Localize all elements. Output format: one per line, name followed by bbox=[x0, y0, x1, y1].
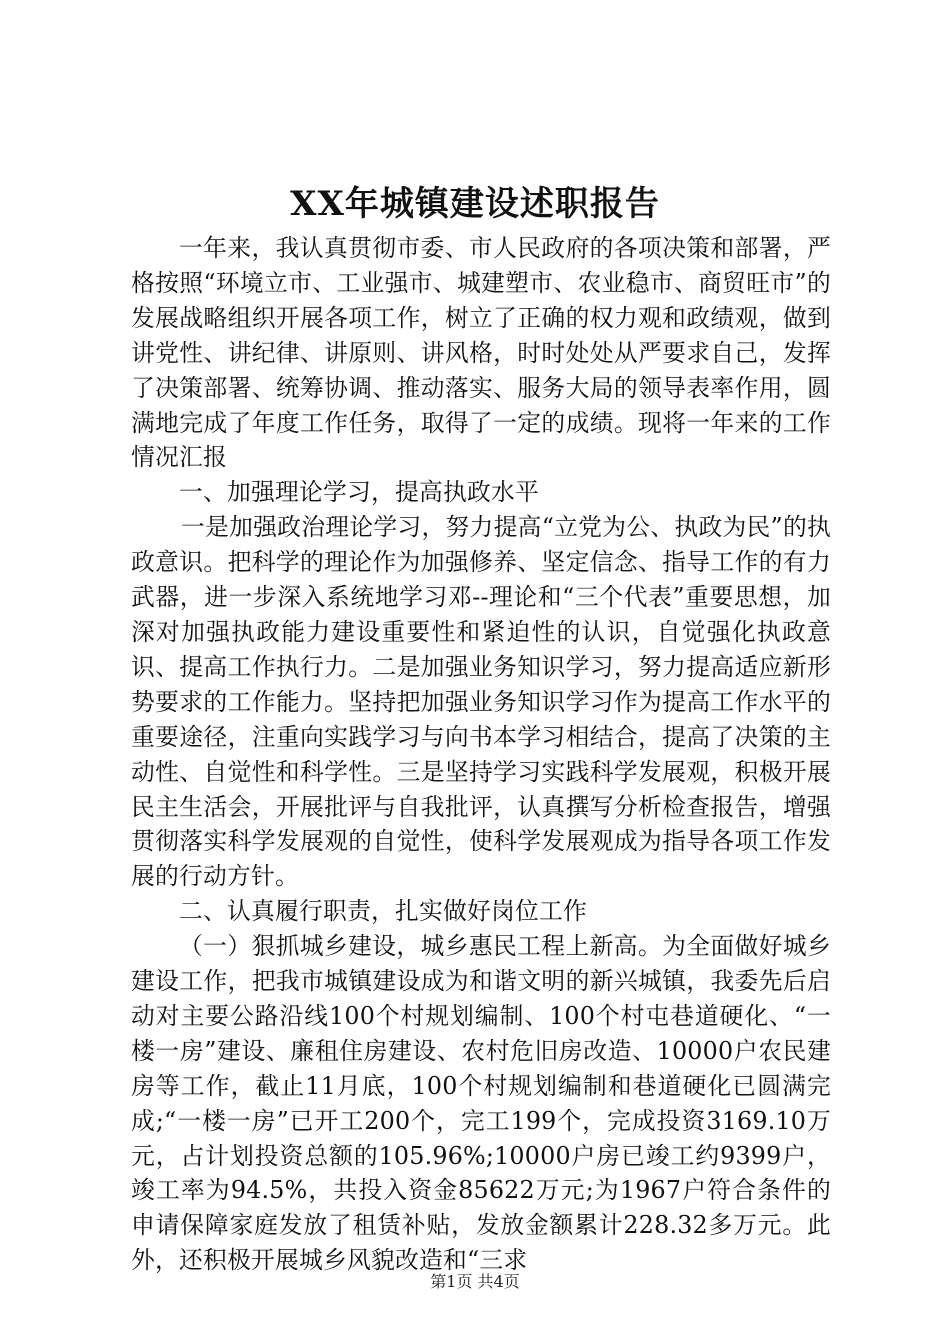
document-title: XX年城镇建设述职报告 bbox=[290, 184, 660, 224]
section-1-paragraph: 一是加强政治理论学习，努力提高“立党为公、执政为民”的执政意识。把科学的理论作为加强修养、坚定信念、指导工作的有力武器，进一步深入系统地学习邓--理论和“三个代表”重要思想，加深对加强执政能力建设重要性和紧迫性的认识，自觉强化执政意识、提高工作执行力。二是加强业务知识学习，努力提高适应新形势要求的工作能力。坚持把加强业务知识学习作为提高工作水平的重要途径，注重向实践学习与向书本学习相结合，提高了决策的主动性、自觉性和科学性。三是坚持学习实践科学发展观，积极开展民主生活会，开展批评与自我批评，认真撰写分析检查报告，增强贯彻落实科学发展观的自觉性，使科学发展观成为指导各项工作发展的行动方针。 bbox=[131, 513, 831, 891]
section-heading-1: 一、加强理论学习，提高执政水平 bbox=[179, 478, 539, 507]
section-heading-2: 二、认真履行职责，扎实做好岗位工作 bbox=[179, 897, 587, 926]
section-2-paragraph: （一）狠抓城乡建设，城乡惠民工程上新高。为全面做好城乡建设工作，把我市城镇建设成为和谐文明的新兴城镇，我委先后启动对主要公路沿线100个村规划编制、100个村屯巷道硬化、“一楼一房”建设、廉租住房建设、农村危旧房改造、10000户农民建房等工作，截止11月底，100个村规划编制和巷道硬化已圆满完成;“一楼一房”已开工200个，完工199个，完成投资3169.10万元，占计划投资总额的105.96%;10000户房已竣工约9399户，竣工率为94.5%，共投入资金85622万元;为1967户符合条件的申请保障家庭发放了租赁补贴，发放金额累计228.32多万元。此外，还积极开展城乡风貌改造和“三求 bbox=[131, 932, 831, 1275]
page-footer: 第1页 共4页 bbox=[430, 1272, 520, 1291]
document-body bbox=[131, 231, 831, 1278]
intro-paragraph: 一年来，我认真贯彻市委、市人民政府的各项决策和部署，严格按照“环境立市、工业强市、城建塑市、农业稳市、商贸旺市”的发展战略组织开展各项工作，树立了正确的权力观和政绩观，做到讲党性、讲纪律、讲原则、讲风格，时时处处从严要求自己，发挥了决策部署、统筹协调、推动落实、服务大局的领导表率作用，圆满地完成了年度工作任务，取得了一定的成绩。现将一年来的工作情况汇报 bbox=[131, 234, 831, 472]
